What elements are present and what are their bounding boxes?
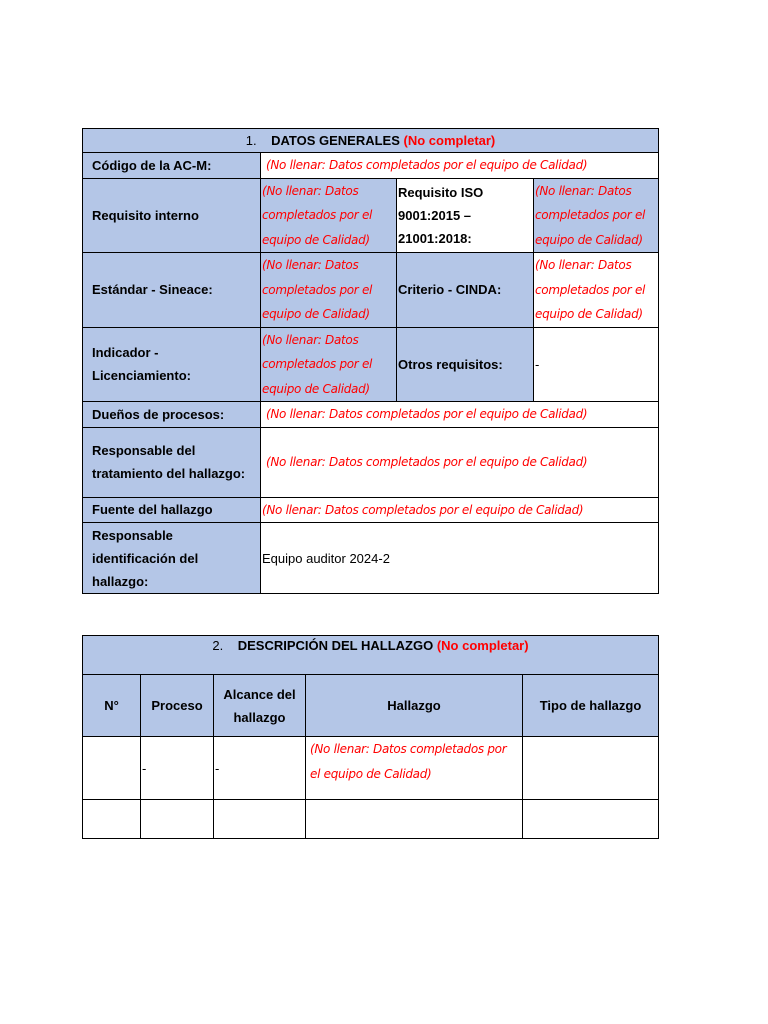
duenos-value: (No llenar: Datos completados por el equipo de Calidad) <box>261 402 659 428</box>
cell-tipo <box>523 737 659 800</box>
column-alcance: Alcance del hallazgo <box>214 675 306 737</box>
cell-hallazgo: (No llenar: Datos completados por el equipo de Calidad) <box>306 737 523 800</box>
requisito-iso-value: (No llenar: Datos completados por el equipo de Calidad) <box>534 178 659 253</box>
responsable-tratamiento-value: (No llenar: Datos completados por el equipo de Calidad) <box>261 427 659 497</box>
criterio-value: (No llenar: Datos completados por el equipo de Calidad) <box>534 253 659 328</box>
cell-proceso: - <box>141 737 214 800</box>
otros-label: Otros requisitos: <box>397 327 534 402</box>
section2-header <box>83 636 659 675</box>
section1-number: 1. <box>245 133 257 148</box>
fuente-value: (No llenar: Datos completados por el equipo de Calidad) <box>261 497 659 523</box>
table-row <box>83 800 659 839</box>
cell-alcance: - <box>214 737 306 800</box>
section1-header <box>83 129 659 153</box>
otros-value: - <box>534 327 659 402</box>
indicador-label: Indicador - Licenciamiento: <box>83 327 261 402</box>
requisito-interno-label: Requisito interno <box>83 178 261 253</box>
column-proceso: Proceso <box>141 675 214 737</box>
requisito-iso-label: Requisito ISO 9001:2015 – 21001:2018: <box>397 178 534 253</box>
section1-note: (No completar) <box>403 133 496 148</box>
codigo-label: Código de la AC-M: <box>83 153 261 179</box>
empty-cell <box>523 800 659 839</box>
responsable-tratamiento-label: Responsable del tratamiento del hallazgo: <box>83 427 261 497</box>
column-tipo: Tipo de hallazgo <box>523 675 659 737</box>
descripcion-hallazgo-table <box>82 635 659 839</box>
requisito-interno-value: (No llenar: Datos completados por el equipo de Calidad) <box>261 178 397 253</box>
table-row <box>83 737 659 800</box>
section2-title: DESCRIPCIÓN DEL HALLAZGO <box>237 638 434 653</box>
indicador-value: (No llenar: Datos completados por el equipo de Calidad) <box>261 327 397 402</box>
duenos-label: Dueños de procesos: <box>83 402 261 428</box>
empty-cell <box>83 800 141 839</box>
estandar-label: Estándar - Sineace: <box>83 253 261 328</box>
codigo-value: (No llenar: Datos completados por el equipo de Calidad) <box>261 153 659 179</box>
column-numero: N° <box>83 675 141 737</box>
cell-numero <box>83 737 141 800</box>
section2-note: (No completar) <box>436 638 529 653</box>
estandar-value: (No llenar: Datos completados por el equipo de Calidad) <box>261 253 397 328</box>
empty-cell <box>306 800 523 839</box>
datos-generales-table <box>82 128 659 594</box>
responsable-identificacion-label: Responsable identificación del hallazgo: <box>83 523 261 594</box>
responsable-identificacion-value: Equipo auditor 2024-2 <box>261 523 659 594</box>
section2-number: 2. <box>212 638 224 653</box>
empty-cell <box>214 800 306 839</box>
fuente-label: Fuente del hallazgo <box>83 497 261 523</box>
column-hallazgo: Hallazgo <box>306 675 523 737</box>
section1-title: DATOS GENERALES <box>271 133 400 148</box>
empty-cell <box>141 800 214 839</box>
criterio-label: Criterio - CINDA: <box>397 253 534 328</box>
